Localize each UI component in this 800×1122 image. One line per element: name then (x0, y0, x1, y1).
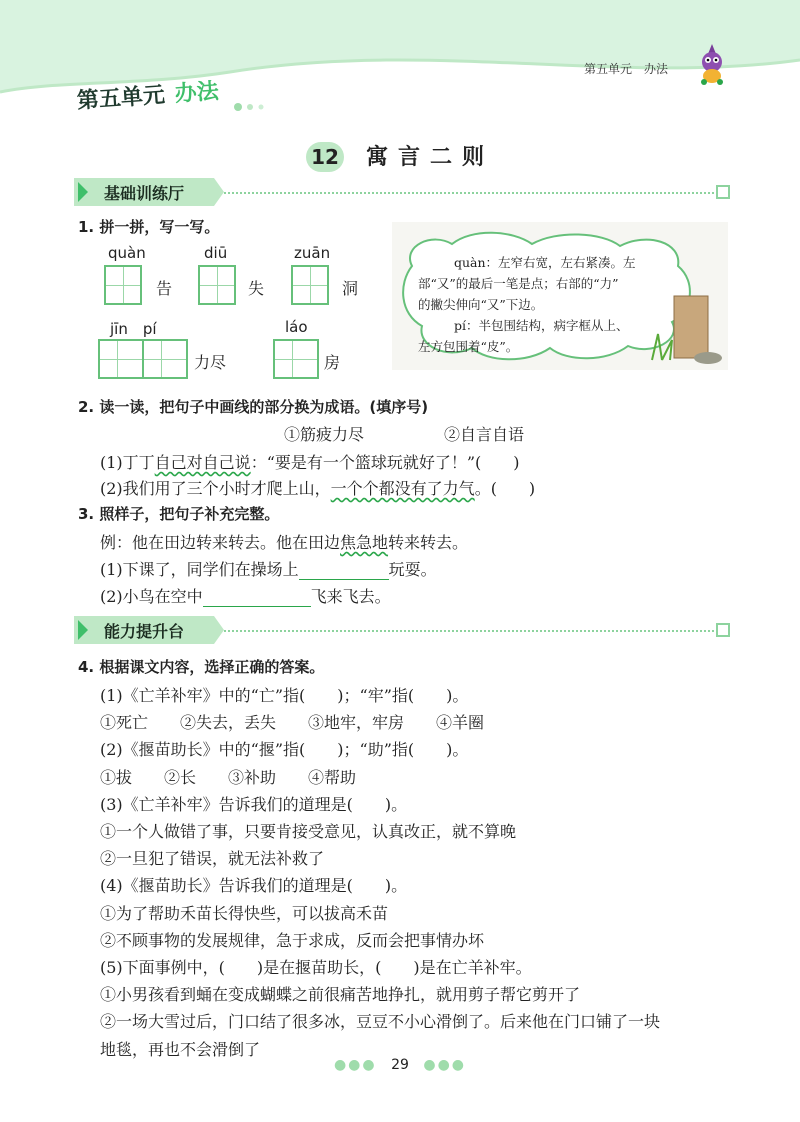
sentence-text: 玩耍。 (388, 560, 437, 579)
sentence (100, 584, 391, 607)
tip-text (418, 252, 636, 357)
writing-box[interactable] (104, 265, 142, 305)
char-after: 房 (324, 353, 341, 372)
pinyin-diu: diū (204, 244, 228, 262)
section-end-box (716, 623, 730, 637)
section-divider (224, 630, 714, 632)
question-2-title: 2. 读一读，把句子中画线的部分换为成语。(填序号) (78, 398, 429, 416)
question-3-title: 3. 照样子，把句子补充完整。 (78, 505, 280, 523)
q4-line: ①为了帮助禾苗长得快些，可以拔高禾苗 (100, 903, 389, 923)
writing-box[interactable] (142, 339, 188, 379)
q4-line: (2)《揠苗助长》中的“揠”指( )；“助”指( )。 (100, 740, 469, 760)
section-divider (224, 192, 714, 194)
page-number: 29 (391, 1057, 409, 1073)
lesson-name: 寓言二则 (365, 144, 494, 170)
tip-line: 的撇尖伸向“又”下边。 (418, 297, 544, 312)
tip-line: pí：半包围结构，病字框从上、 (454, 318, 629, 333)
answer-blank[interactable] (203, 590, 311, 607)
q4-line: (4)《揠苗助长》告诉我们的道理是( )。 (100, 876, 408, 896)
char-after: 告 (156, 279, 173, 298)
sentence-text: 飞来飞去。 (310, 587, 391, 606)
pinyin-quan: quàn (108, 244, 146, 262)
q4-line: (3)《亡羊补牢》告诉我们的道理是( )。 (100, 794, 408, 814)
q4-line: ①一个人做错了事，只要肯接受意见，认真改正，就不算晚 (100, 822, 517, 842)
question-4-title: 4. 根据课文内容，选择正确的答案。 (78, 658, 325, 676)
q4-line: ②一场大雪过后，门口结了很多冰，豆豆不小心滑倒了。后来他在门口铺了一块 (100, 1012, 661, 1032)
underlined-phrase: 自己对自己说 (154, 453, 251, 472)
example-sentence (100, 530, 468, 553)
char-after: 失 (248, 279, 265, 298)
sentence-text: 转来转去。 (388, 533, 469, 552)
sentence (100, 450, 520, 473)
underlined-phrase: 一个个都没有了力气 (330, 479, 475, 498)
running-title: 第五单元 办法 (584, 62, 669, 76)
page-footer (0, 1057, 800, 1073)
sentence (100, 557, 437, 580)
tip-line: 部“又”的最后一笔是点；右部的“力” (418, 276, 619, 291)
q4-line: ①小男孩看到蛹在变成蝴蝶之前很痛苦地挣扎，就用剪子帮它剪开了 (100, 985, 581, 1005)
section-header-basic (74, 178, 730, 206)
sentence-text: 。( ) (474, 479, 536, 498)
writing-box[interactable] (98, 339, 144, 379)
pinyin-lao: láo (285, 318, 308, 336)
q4-line: ①死亡 ②失去，丢失 ③地牢，牢房 ④羊圈 (100, 713, 485, 733)
underlined-phrase: 焦急地 (340, 533, 389, 552)
tip-line: 左方包围着“皮”。 (418, 339, 519, 354)
q4-line: ①拔 ②长 ③补助 ④帮助 (100, 767, 357, 787)
section-label: 能力提升台 (104, 622, 185, 641)
sentence-text: ：“要是有一个篮球玩就好了！”( ) (250, 453, 520, 472)
sentence-text: (2)小鸟在空中 (100, 587, 203, 606)
question-1-title: 1. 拼一拼，写一写。 (78, 218, 220, 236)
writing-box[interactable] (198, 265, 236, 305)
sentence-text: (2)我们用了三个小时才爬上山， (100, 479, 331, 498)
q4-line: (5)下面事例中，( )是在揠苗助长，( )是在亡羊补牢。 (100, 958, 532, 978)
footer-dots-right: ●●● (423, 1057, 467, 1073)
answer-blank[interactable] (299, 563, 389, 580)
decorative-dots (232, 100, 272, 114)
pinyin-zuan: zuān (294, 244, 331, 262)
question-4-body (100, 682, 660, 1063)
unit-number: 第五单元 (76, 82, 166, 115)
writing-box[interactable] (273, 339, 319, 379)
q4-line: ②一旦犯了错误，就无法补救了 (100, 849, 325, 869)
sentence (100, 476, 535, 499)
section-label: 基础训练厅 (104, 184, 185, 203)
footer-dots-left: ●●● (333, 1057, 377, 1073)
pinyin-jinpi: jīn pí (110, 320, 157, 338)
q4-line: (1)《亡羊补牢》中的“亡”指( )；“牢”指( )。 (100, 686, 469, 705)
sentence-text: (1)丁丁 (100, 453, 155, 472)
mascot-icon (692, 42, 732, 86)
q4-line: 地毯，再也不会滑倒了 (100, 1039, 261, 1059)
writing-box[interactable] (291, 265, 329, 305)
section-end-box (716, 185, 730, 199)
lesson-number: 12 (306, 142, 344, 172)
char-after: 力尽 (194, 353, 227, 372)
q4-line: ②不顾事物的发展规律，急于求成，反而会把事情办坏 (100, 930, 485, 950)
section-header-advanced (74, 616, 730, 644)
sentence-text: (1)下课了，同学们在操场上 (100, 560, 299, 579)
option: ①筋疲力尽 (284, 425, 365, 444)
char-after: 洞 (342, 279, 359, 298)
tip-line: quàn：左窄右宽，左右紧凑。左 (454, 255, 636, 270)
lesson-title (0, 140, 800, 172)
unit-name: 办法 (173, 79, 220, 108)
option: ②自言自语 (444, 425, 525, 444)
sentence-text: 例：他在田边转来转去。他在田边 (100, 533, 341, 552)
